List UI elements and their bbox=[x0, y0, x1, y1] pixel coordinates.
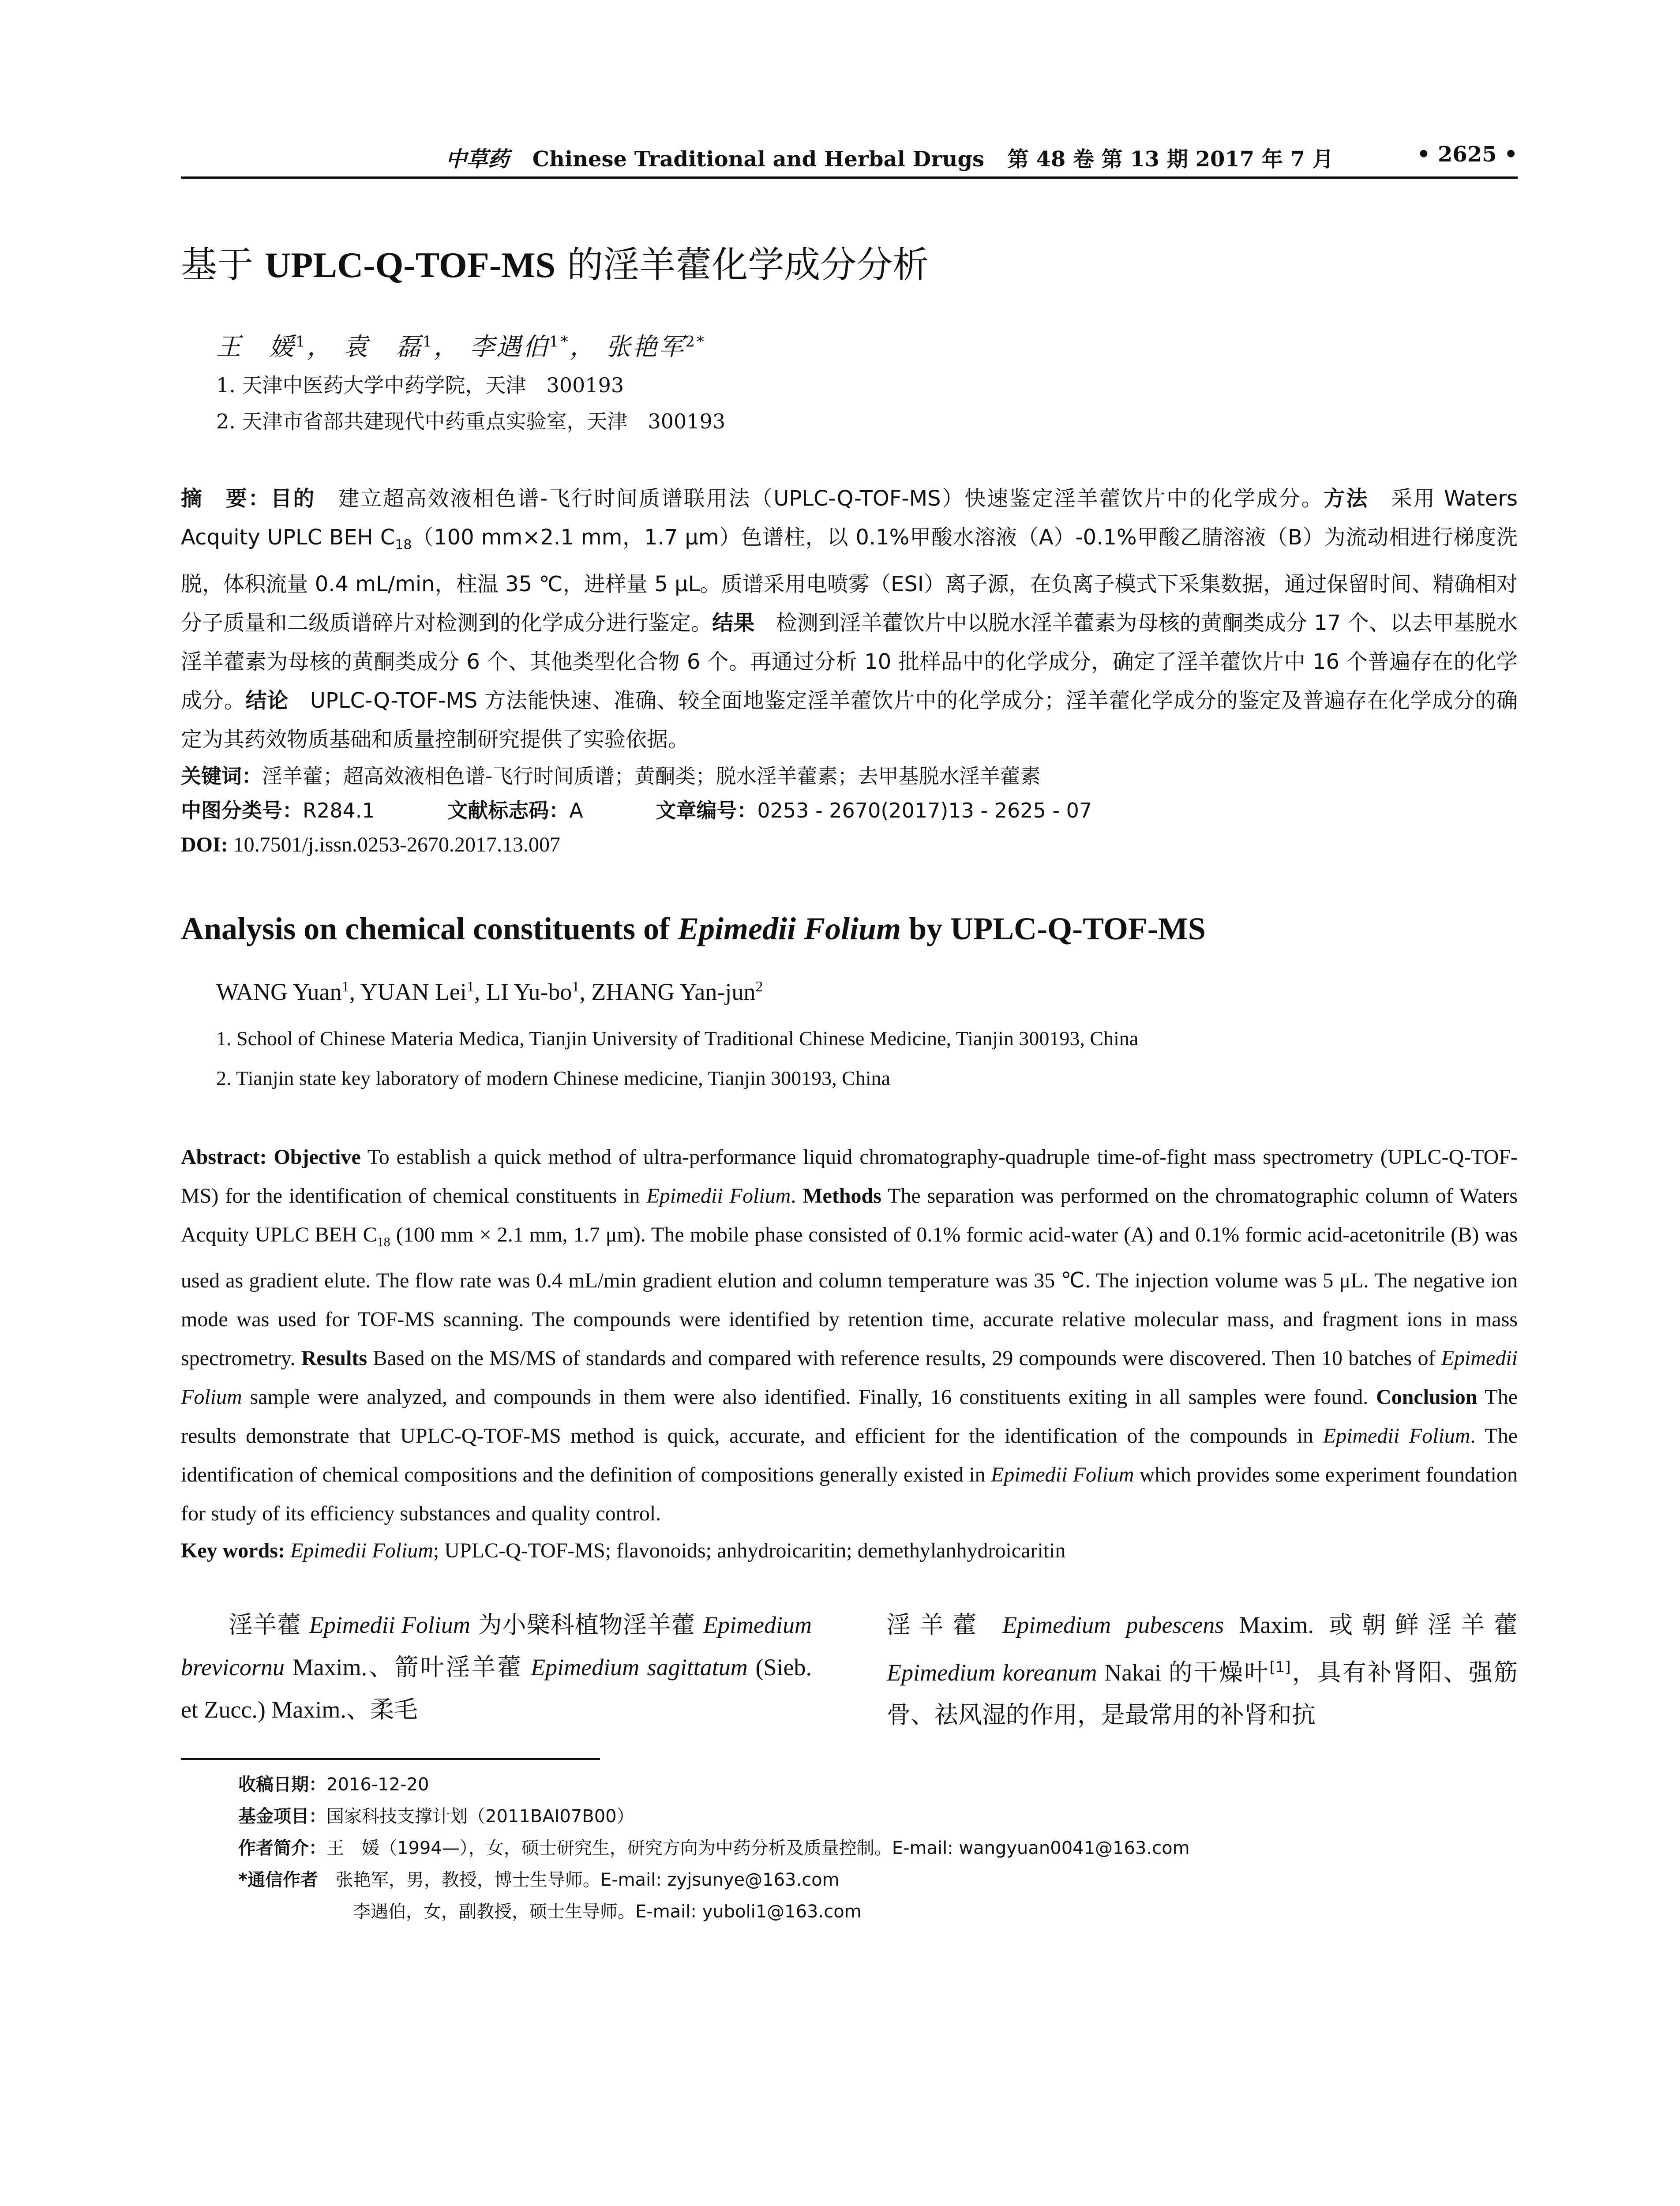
title-cn bbox=[181, 236, 1518, 288]
author-cn: 李遇伯$^{1*}$ bbox=[469, 333, 570, 361]
author-cn: 王 媛$^1$ bbox=[216, 333, 307, 361]
abstract-cn-label: 摘 要： bbox=[181, 486, 271, 511]
document-code: 文献标志码：A bbox=[447, 798, 583, 822]
methods-cn-sub: 18 bbox=[395, 537, 412, 553]
methods-cn-b: （100 mm×2.1 mm，1.7 μm）色谱柱，以 0.1%甲酸水溶液（A）-0.1%甲酸乙腈溶液（B）为流动相进行梯度洗脱，体积流量 0.4 mL/min，柱温 35 ℃，进样量 5 μL。质谱采用电喷雾（ESI）离子源，在负离子模式下采集数据，通过保留时间、精确相对分子质量和二级质谱碎片对检测到的化学成分进行鉴定。 bbox=[181, 525, 1518, 635]
conclusion-cn: UPLC-Q-TOF-MS 方法能快速、准确、较全面地鉴定淫羊藿饮片中的化学成分；淫羊藿化学成分的鉴定及普遍存在化学成分的确定为其药效物质基础和质量控制研究提供了实验依据。 bbox=[181, 688, 1518, 752]
citation-ref[interactable]: [1] bbox=[1269, 1658, 1291, 1677]
author-cn: 袁 磊$^1$ bbox=[343, 333, 434, 361]
abstract-en: Abstract: Objective To establish a quick method of ultra-performance liquid chromatography-quadruple time-of-fight mass spectrometry (UPLC-Q-TOF-MS) for the identification of chemical constituents in Epimedii Folium. Methods The separation was performed on the chromatographic column of Waters Acquity UPLC BEH $C_{18}$ (100 mm × 2.1 mm, 1.7 μm). The mobile phase consisted of 0.1% formic acid-water (A) and 0.1% formic acid-acetonitrile (B) was used as gradient elute. The flow rate was 0.4 mL/min gradient elution and column temperature was 35 ℃. The injection volume was 5 μL. The negative ion mode was used for TOF-MS scanning. The compounds were identified by retention time, accurate relative molecular mass, and fragment ions in mass spectrometry. Results Based on the MS/MS of standards and compared with reference results, 29 compounds were discovered. Then 10 batches of Epimedii Folium sample were analyzed, and compounds in them were also identified. Finally, 16 constituents exiting in all samples were found. Conclusion The results demonstrate that UPLC-Q-TOF-MS method is quick, accurate, and efficient for the identification of the compounds in Epimedii Folium. The identification of chemical compositions and the definition of compositions generally existed in Epimedii Folium which provides some experiment foundation for study of its efficiency substances and quality control. bbox=[181, 1145, 1518, 1526]
abstract-en-label: Abstract: bbox=[181, 1145, 267, 1169]
doi-line bbox=[181, 828, 1518, 862]
methods-label-en: Methods bbox=[802, 1184, 881, 1208]
affiliation-en: 2. Tianjin state key laboratory of modern Chinese medicine, Tianjin 300193, China bbox=[216, 1066, 891, 1089]
affiliation-en: 1. School of Chinese Materia Medica, Tianjin University of Traditional Chinese Medicine, Tianjin 300193, China bbox=[216, 1027, 1139, 1050]
author-bio: 作者简介：王 媛（1994—），女，硕士研究生，研究方向为中药分析及质量控制。E-mail: wangyuan0041@163.com bbox=[238, 1838, 1190, 1859]
author-en: WANG Yuan$^1$ bbox=[216, 978, 349, 1005]
results-cn: 检测到淫羊藿饮片中以脱水淫羊藿素为母核的黄酮类成分 17 个、以去甲基脱水淫羊藿素为母核的黄酮类成分 6 个、其他类型化合物 6 个。再通过分析 10 批样品中的化学成分，确定了淫羊藿饮片中 16 个普遍存在的化学成分。 bbox=[181, 610, 1518, 713]
title-cn-method: UPLC-Q-TOF-MS bbox=[265, 245, 556, 285]
body-column-right: 淫羊藿 Epimedium pubescens Maxim. 或朝鲜淫羊藿 Epimedium koreanum Nakai 的干燥叶[1]，具有补肾阳、强筋骨、祛风湿的作用，是最常用的补肾和抗 bbox=[887, 1611, 1518, 1729]
objective-cn: 建立超高效液相色谱-飞行时间质谱联用法（UPLC-Q-TOF-MS）快速鉴定淫羊藿饮片中的化学成分。 bbox=[315, 486, 1324, 511]
results-label-en: Results bbox=[301, 1347, 368, 1370]
keywords-cn-text: 淫羊藿；超高效液相色谱-飞行时间质谱；黄酮类；脱水淫羊藿素；去甲基脱水淫羊藿素 bbox=[262, 764, 1041, 788]
title-en: Analysis on chemical constituents of Epimedii Folium by UPLC-Q-TOF-MS bbox=[181, 911, 1206, 946]
classification-row bbox=[181, 793, 1518, 828]
author-cn: 张艳军$^{2*}$ bbox=[606, 333, 706, 361]
authors-en: WANG Yuan$^1$, YUAN Lei$^1$, LI $Yu-bo^1$, ZHANG Yan-jun$^2$ bbox=[216, 978, 763, 1005]
affiliations-en bbox=[181, 1019, 1518, 1098]
affiliations-cn bbox=[181, 367, 1518, 439]
conclusion-label-en: Conclusion bbox=[1376, 1385, 1478, 1409]
title-cn-prefix: 基于 bbox=[181, 244, 254, 286]
issue-info: 第 48 卷 第 13 期 2017 年 7 月 bbox=[1007, 147, 1334, 172]
conclusion-label-cn: 结论 bbox=[245, 688, 289, 713]
title-en-italic: Epimedii Folium bbox=[678, 911, 901, 946]
journal-line bbox=[446, 142, 1334, 173]
author-en: LI $Yu-bo^1$ bbox=[486, 978, 580, 1005]
abstract-cn bbox=[181, 479, 1518, 759]
fund-info: 基金项目：国家科技支撑计划（2011BAI07B00） bbox=[238, 1806, 634, 1827]
article-number: 文章编号：0253 - 2670(2017)13 - 2625 - 07 bbox=[656, 798, 1092, 822]
journal-name-en: Chinese Traditional and Herbal Drugs bbox=[532, 147, 985, 172]
author-en: YUAN Lei$^1$ bbox=[360, 978, 474, 1005]
results-label-cn: 结果 bbox=[712, 610, 755, 635]
affiliation-cn: 1. 天津中医药大学中药学院，天津 300193 bbox=[216, 373, 624, 397]
body-column-left: 淫羊藿 Epimedii Folium 为小檗科植物淫羊藿 Epimedium brevicornu Maxim.、箭叶淫羊藿 Epimedium sagittatum (Sieb. et Zucc.) Maxim.、柔毛 bbox=[181, 1611, 812, 1723]
journal-name-cn: 中草药 bbox=[446, 147, 510, 172]
objective-label-cn: 目的 bbox=[270, 486, 316, 511]
methods-cn-a: 采用 Waters Acquity UPLC BEH C bbox=[181, 486, 1518, 550]
keywords-en-label: Key words: bbox=[181, 1539, 285, 1563]
methods-label-cn: 方法 bbox=[1324, 486, 1369, 511]
authors-cn: 王 媛$^1$， 袁 磊$^1$， 李遇伯$^{1*}$， 张艳军$^{2*}$ bbox=[216, 333, 706, 361]
footnote-divider bbox=[181, 1758, 600, 1760]
clc-number: 中图分类号：R284.1 bbox=[181, 798, 375, 822]
doi-value[interactable]: 10.7501/j.issn.0253-2670.2017.13.007 bbox=[228, 833, 561, 856]
running-header bbox=[181, 132, 1518, 179]
paper-page bbox=[181, 132, 1518, 1928]
received-date: 收稿日期：2016-12-20 bbox=[238, 1775, 429, 1795]
doi-label: DOI: bbox=[181, 833, 228, 856]
corresponding-author: 李遇伯，女，副教授，硕士生导师。E-mail: yuboli1@163.com bbox=[353, 1902, 862, 1922]
author-en: ZHANG Yan-jun$^2$ bbox=[591, 978, 763, 1005]
footnotes bbox=[238, 1769, 1518, 1928]
keywords-cn bbox=[181, 759, 1518, 793]
body-columns bbox=[181, 1604, 1518, 1736]
keywords-cn-label: 关键词： bbox=[181, 764, 262, 788]
objective-label-en: Objective bbox=[274, 1145, 361, 1169]
corresponding-author: *通信作者 张艳军，男，教授，博士生导师。E-mail: zyjsunye@163.com bbox=[238, 1870, 840, 1891]
keywords-en: Key words: Epimedii Folium; UPLC-Q-TOF-MS; flavonoids; anhydroicaritin; demethylanhydroicaritin bbox=[181, 1539, 1066, 1563]
affiliation-cn: 2. 天津市省部共建现代中药重点实验室，天津 300193 bbox=[216, 409, 726, 433]
title-cn-suffix: 的淫羊藿化学成分分析 bbox=[567, 244, 929, 286]
page-number: • 2625 • bbox=[1417, 142, 1518, 167]
